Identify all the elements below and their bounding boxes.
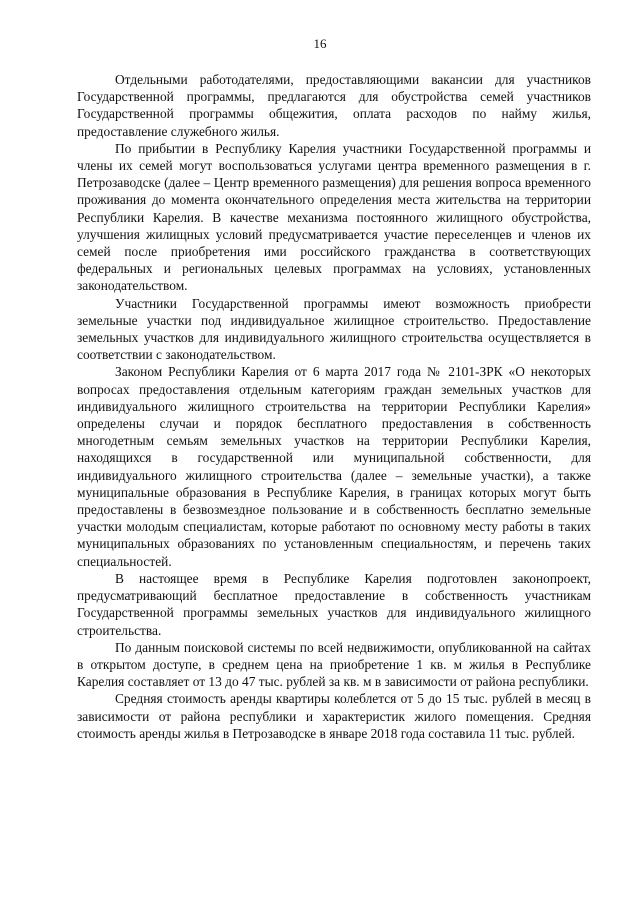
page-number: 16	[313, 36, 327, 51]
paragraph-arrival-temporary-accommodation: По прибытии в Республику Карелия участники Государственной программы и члены их семей могут воспользоваться услугами центра временного размещения в г. Петрозаводске (далее – Центр временного размещения) для решения вопроса временного проживания до момента окончательного определения места жительства на территории Республики Карелия. В качестве механизма постоянного жилищного обустройства, улучшения жилищных условий предусматривается участие переселенцев и членов их семей после приобретения ими российского гражданства в соответствующих федеральных и региональных целевых программах на условиях, установленных законодательством.	[77, 140, 591, 294]
paragraph-employer-housing: Отдельными работодателями, предоставляющими вакансии для участников Государственной программы, предлагаются для обустройства семей участников Государственной программы общежития, оплата расходов по найму жилья, предоставление служебного жилья.	[77, 72, 591, 139]
paragraph-rent-prices: Средняя стоимость аренды квартиры колеблется от 5 до 15 тыс. рублей в месяц в зависимости от района республики и характеристик жилого помещения. Средняя стоимость аренды жилья в Петрозаводске в январе 2018 года составила 11 тыс. рублей.	[77, 691, 591, 741]
paragraph-housing-prices: По данным поисковой системы по всей недвижимости, опубликованной на сайтах в открытом доступе, в среднем цена на приобретение 1 кв. м жилья в Республике Карелия составляет от 13 до 47 тыс. рублей за кв. м в зависимости от района республики.	[77, 639, 591, 690]
paragraph-land-plots: Участники Государственной программы имеют возможность приобрести земельные участки под индивидуальное жилищное строительство. Предоставление земельных участков для индивидуального жилищного строительства осуществляется в соответствии с законодательством.	[77, 295, 591, 363]
paragraph-draft-law: В настоящее время в Республике Карелия подготовлен законопроект, предусматривающий бесплатное предоставление в собственность участникам Государственной программы земельных участков для индивидуального жилищного строительства.	[77, 570, 591, 638]
paragraph-karelia-law: Законом Республики Карелия от 6 марта 2017 года № 2101-ЗРК «О некоторых вопросах предоставления отдельным категориям граждан земельных участков для индивидуального жилищного строительства на территории Республики Карелия» определены случаи и порядок бесплатного предоставления в собственность многодетным семьям земельных участков на территории Республики Карелия, находящихся в государственной или муниципальной собственности, для индивидуального жилищного строительства (далее – земельные участки), а также муниципальные образования в Республике Карелия, в границах которых могут быть предоставлены в безвозмездное пользование и в собственность бесплатно земельные участки молодым специалистам, которые работают по основному месту работы в таких муниципальных образованиях по установленным специальностям, и перечень таких специальностей.	[77, 364, 591, 569]
document-body	[77, 71, 591, 742]
